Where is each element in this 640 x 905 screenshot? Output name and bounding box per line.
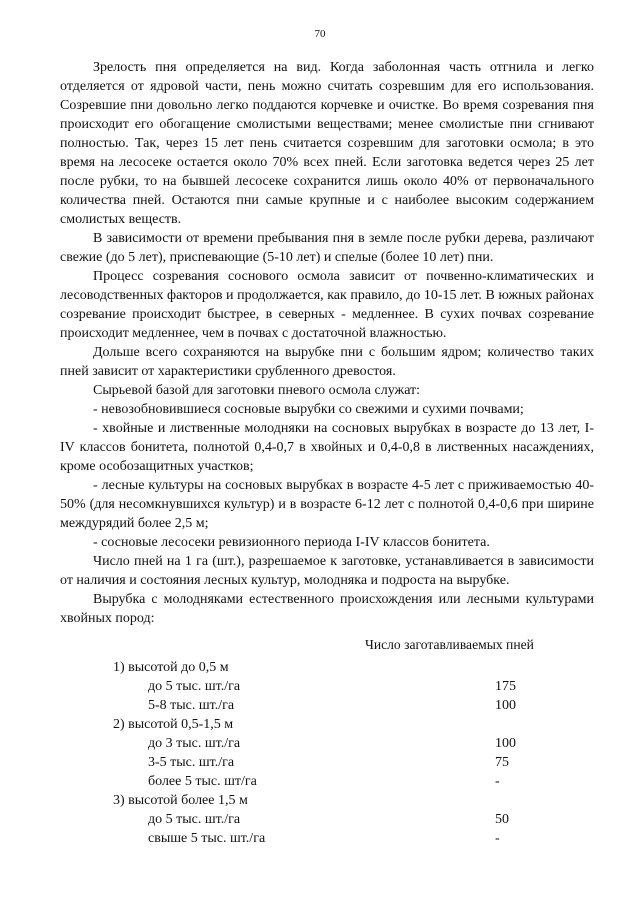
paragraph: Сырьевой базой для заготовки пневого осмола служат: (93, 383, 421, 398)
page-number: 70 (314, 28, 326, 40)
stump-count-table (60, 635, 594, 848)
row-value: 100 (495, 698, 516, 713)
row-label: более 5 тыс. шт/га (148, 774, 257, 789)
table-row (60, 810, 594, 829)
group-label: 3) высотой более 1,5 м (113, 793, 248, 808)
row-value: 75 (495, 755, 509, 770)
table-group-row (60, 715, 594, 734)
paragraph: Дольше всего сохраняются на вырубке пни с большим ядром; количество таких пней зависит от характеристики срубленного древостоя. (60, 345, 594, 379)
list-item: - лесные культуры на сосновых вырубках в возрасте 4-5 лет с приживаемостью 40-50% (для несомкнувшихся культур) и в возрасте 6-12 лет с полнотой 0,4-0,6 при ширине междурядий более 2,5 м; (60, 478, 594, 531)
paragraph: В зависимости от времени пребывания пня в земле после рубки дерева, различают свежие (до 5 лет), приспевающие (5-10 лет) и спелые (более 10 лет) пни. (60, 231, 594, 265)
list-item: - хвойные и лиственные молодняки на сосновых вырубках в возрасте до 13 лет, I-IV классов бонитета, полнотой 0,4-0,7 в хвойных и 0,4-0,8 в лиственных насаждениях, кроме особозащитных участков; (60, 421, 594, 474)
row-label: до 3 тыс. шт./га (148, 736, 241, 751)
document-body (60, 58, 594, 848)
row-value: 50 (495, 812, 509, 827)
row-value: - (495, 774, 500, 789)
paragraph: Процесс созревания соснового осмола зависит от почвенно-климатических и лесоводственных факторов и продолжается, как правило, до 10-15 лет. В южных районах созревание происходит быстрее, в северных - медленнее. В сухих почвах созревание происходит медленнее, чем в почвах с достаточной влажностью. (60, 269, 594, 341)
table-row (60, 753, 594, 772)
list-item: - сосновые лесосеки ревизионного периода I-IV классов бонитета. (93, 535, 490, 550)
row-label: свыше 5 тыс. шт./га (148, 831, 266, 846)
table-group-row (60, 791, 594, 810)
group-label: 1) высотой до 0,5 м (113, 660, 229, 675)
paragraph: Зрелость пня определяется на вид. Когда заболонная часть отгнила и легко отделяется от ядровой части, пень можно считать созревшим для его использования. Созревшие пни довольно легко поддаются корчевке и очистке. Во время созревания пня происходит его обогащение смолистыми веществами; менее смолистые пни сгнивают полностью. Так, через 15 лет пень считается созревшим для заготовки осмола; в это время на лесосеке остается около 70% всех пней. Если заготовка ведется через 25 лет после рубки, то на бывшей лесосеке сохранится лишь около 40% от первоначального количества пней. Остаются пни самые крупные и с наиболее высоким содержанием смолистых веществ. (60, 60, 594, 227)
row-label: до 5 тыс. шт./га (148, 812, 241, 827)
list-item: - невозобновившиеся сосновые вырубки со свежими и сухими почвами; (93, 402, 524, 417)
paragraph: Вырубка с молодняками естественного происхождения или лесными культурами хвойных пород: (60, 592, 594, 626)
table-caption: Число заготавливаемых пней (365, 637, 534, 652)
row-value: - (495, 831, 500, 846)
paragraph: Число пней на 1 га (шт.), разрешаемое к заготовке, устанавливается в зависимости от наличия и состояния лесных культур, молодняка и подроста на вырубке. (60, 554, 594, 588)
table-group-row (60, 658, 594, 677)
table-row (60, 829, 594, 848)
table-row (60, 677, 594, 696)
row-label: до 5 тыс. шт./га (148, 679, 241, 694)
table-row (60, 696, 594, 715)
group-label: 2) высотой 0,5-1,5 м (113, 717, 234, 732)
table-row (60, 772, 594, 791)
row-label: 3-5 тыс. шт./га (148, 755, 235, 770)
row-value: 100 (495, 736, 516, 751)
row-label: 5-8 тыс. шт./га (148, 698, 235, 713)
row-value: 175 (495, 679, 516, 694)
table-row (60, 734, 594, 753)
